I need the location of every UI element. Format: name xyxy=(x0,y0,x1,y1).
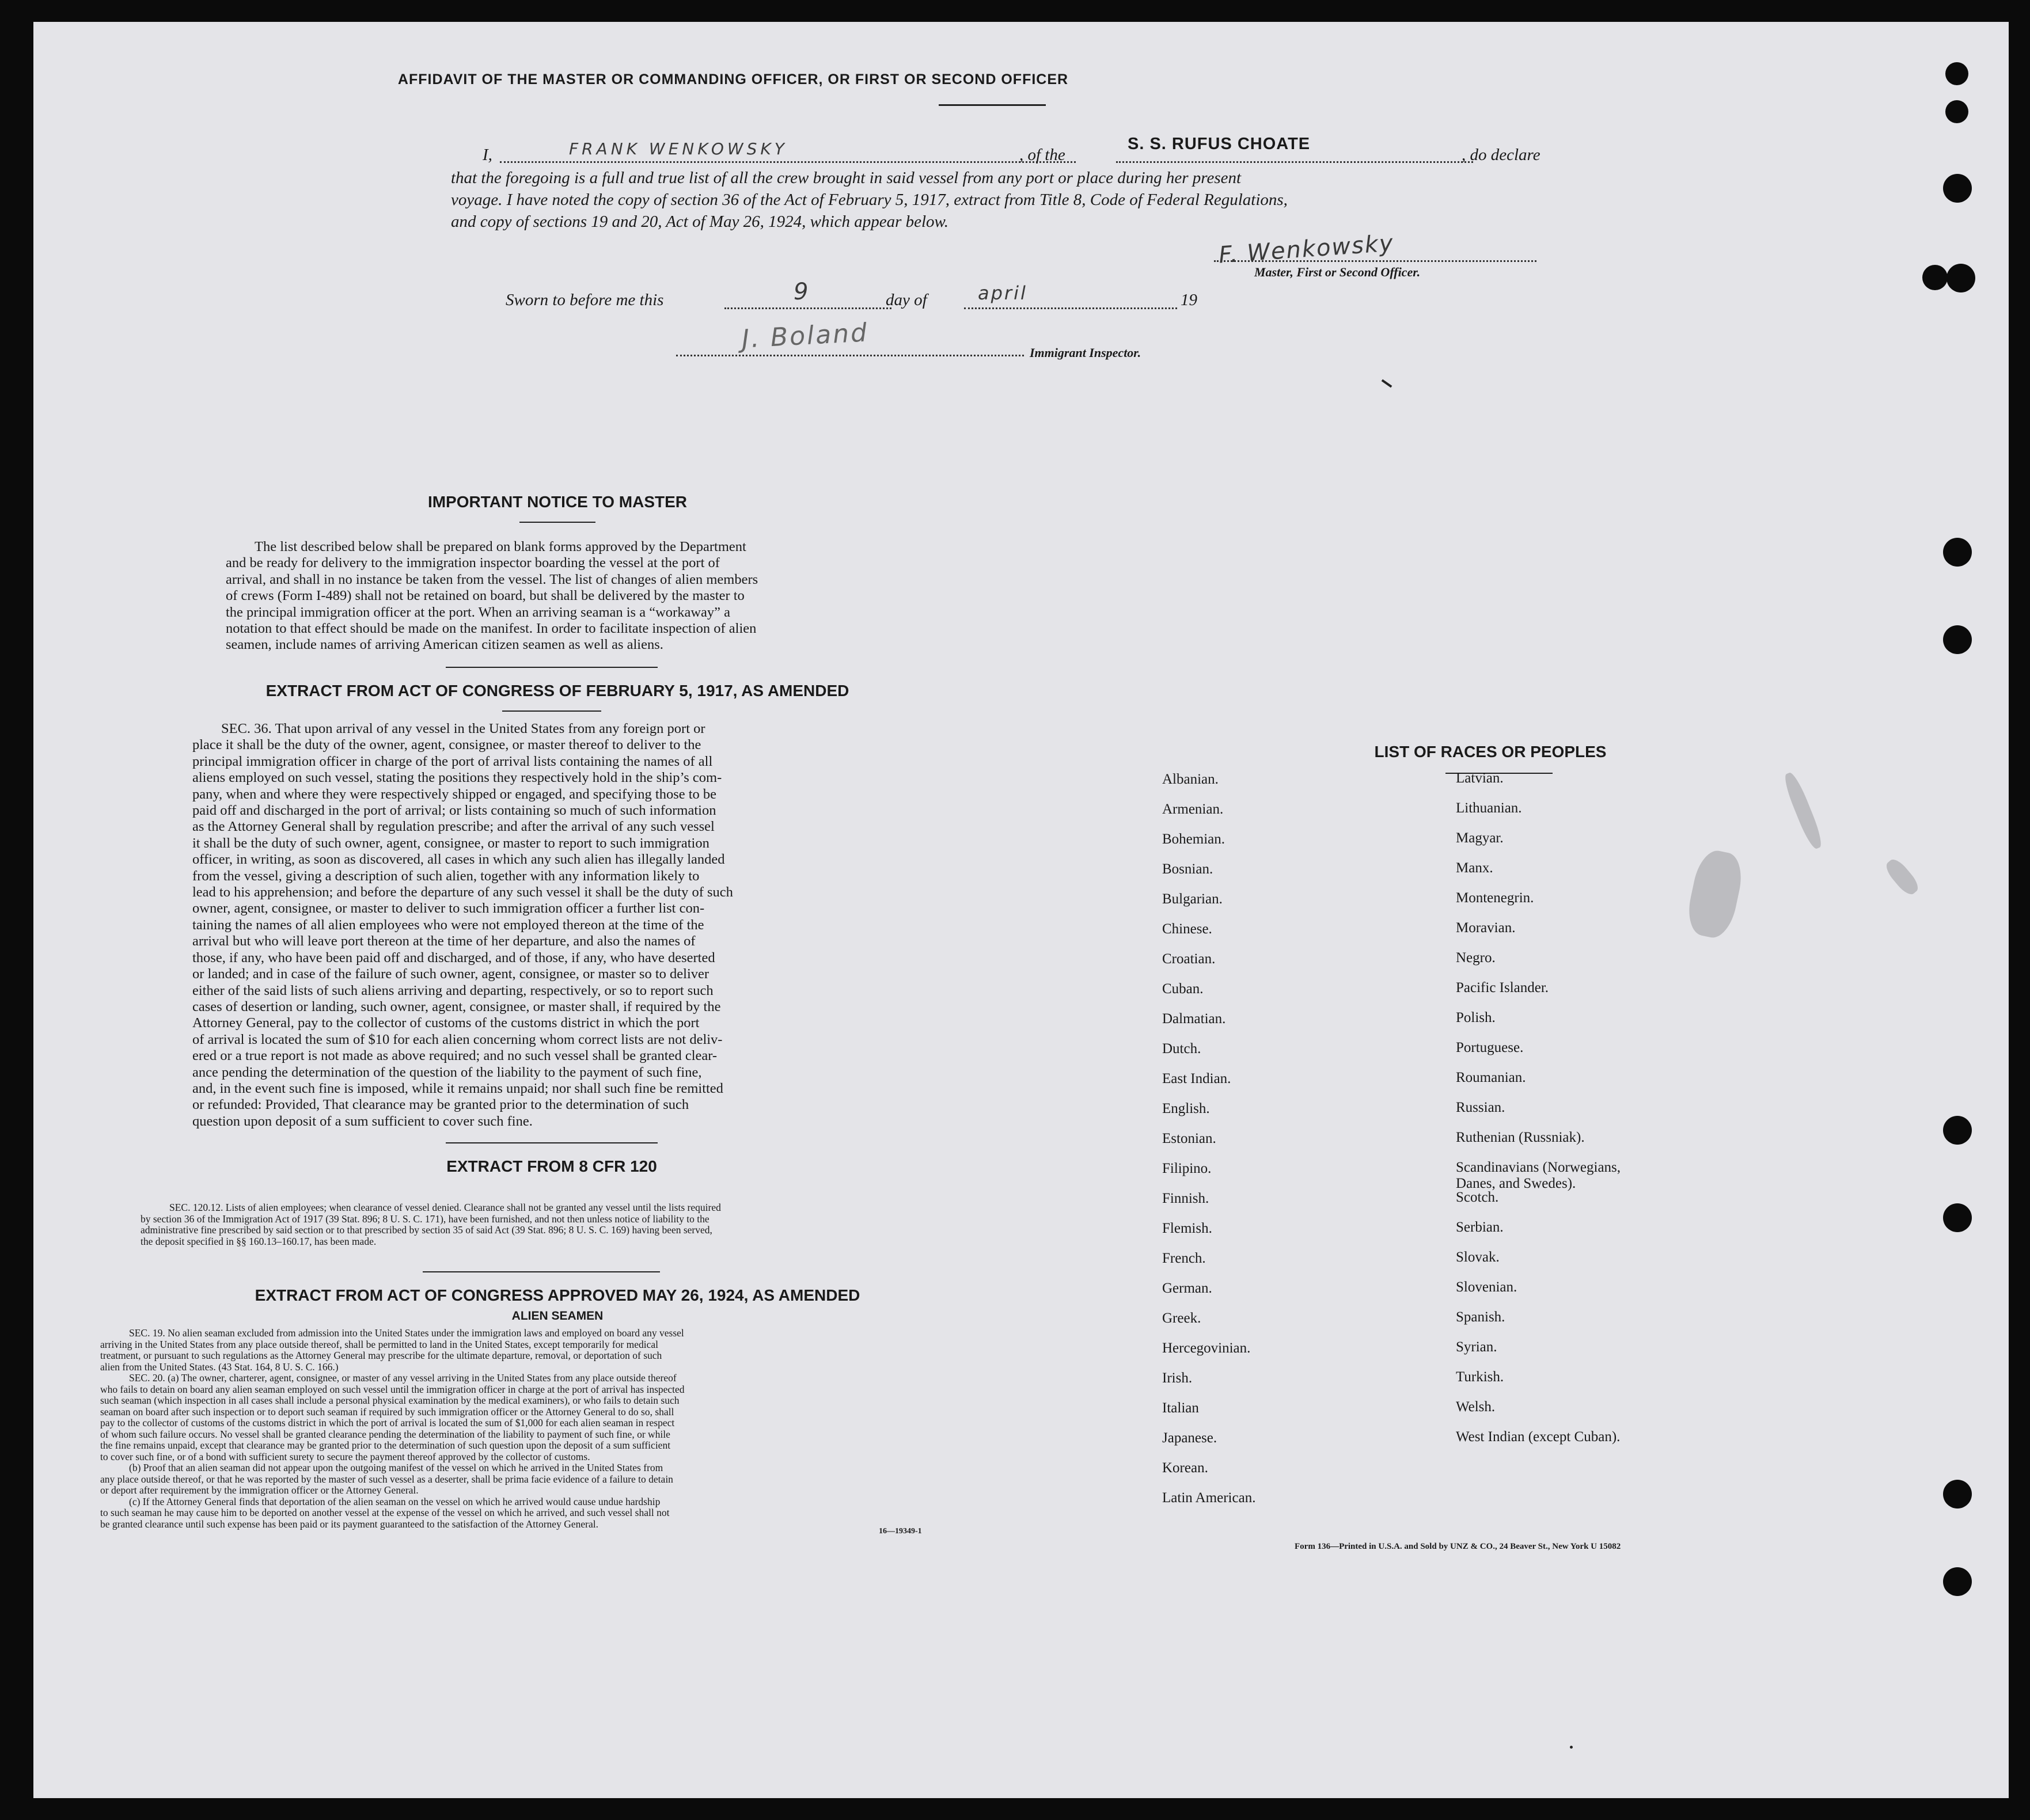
text-line: pany, when and where they were respectively shipped or engaged, and specifying those to be xyxy=(192,786,717,802)
punch-hole xyxy=(1946,264,1975,292)
race-item: Dutch. xyxy=(1162,1041,1201,1057)
text-line: the fine remains unpaid, except that clearance may be granted prior to the determination of such question upon the deposit of a sum sufficient xyxy=(100,1440,671,1451)
text-line: administrative fine prescribed by said section or to that prescribed by section 35 of said Act (39 Stat. 896; 8 U. S. C. 169) having been served, xyxy=(141,1225,712,1236)
race-item: Portuguese. xyxy=(1456,1040,1524,1055)
text-line: arrival but who will leave port thereon at the time of her departure, and also the names of xyxy=(192,933,696,949)
text-line: from the vessel, giving a description of such alien, together with any information likely to xyxy=(192,868,700,884)
race-item: Moravian. xyxy=(1456,920,1516,936)
race-item: Welsh. xyxy=(1456,1399,1496,1415)
text-line: SEC. 19. No alien seaman excluded from admission into the United States under the immigration laws and employed on board any vessel xyxy=(129,1328,684,1339)
declaration-suffix: , do declare xyxy=(1462,146,1540,164)
notice-text xyxy=(226,539,883,653)
punch-hole xyxy=(1945,62,1968,85)
text-line: or landed; and in case of the failure of such owner, agent, consignee, or master so to deliver xyxy=(192,966,709,982)
race-item: Latvian. xyxy=(1456,770,1504,786)
race-item: Bohemian. xyxy=(1162,831,1225,847)
text-line: owner, agent, consignee, or master to deliver to such immigration officer a further list con- xyxy=(192,900,705,917)
text-line: it shall be the duty of such owner, agent, consignee, or master to report to such immigration xyxy=(192,835,709,851)
race-item: Roumanian. xyxy=(1456,1070,1526,1085)
race-item: Slovenian. xyxy=(1456,1279,1517,1295)
race-item: Serbian. xyxy=(1456,1219,1504,1235)
sworn-prefix: Sworn to before me this xyxy=(506,291,664,309)
text-line: be granted clearance until such expense has been paid or its payment guaranteed to the satisfaction of the Attorney General. xyxy=(100,1518,598,1530)
race-item: Syrian. xyxy=(1456,1339,1497,1355)
race-item: West Indian (except Cuban). xyxy=(1456,1429,1621,1445)
race-item: German. xyxy=(1162,1281,1212,1296)
text-line: and be ready for delivery to the immigration inspector boarding the vessel at the port of xyxy=(226,555,720,571)
text-line: as the Attorney General shall by regulation prescribe; and after the arrival of any such vessel xyxy=(192,819,715,835)
text-line: either of the said lists of such aliens arriving and departing, respectively, or so to report such xyxy=(192,982,714,998)
text-line: question upon deposit of a sum sufficient to cover such fine. xyxy=(192,1113,533,1129)
text-line: or refunded: Provided, That clearance may be granted prior to the determination of such xyxy=(192,1097,689,1113)
races-heading: LIST OF RACES OR PEOPLES xyxy=(1374,743,1607,761)
text-line: place it shall be the duty of the owner, agent, consignee, or master thereof to deliver to the xyxy=(192,737,701,753)
text-line: of crews (Form I-489) shall not be retained on board, but shall be delivered by the master to xyxy=(226,588,745,604)
race-item: Bulgarian. xyxy=(1162,891,1223,907)
form-code: 16—19349-1 xyxy=(879,1527,922,1536)
race-item: Manx. xyxy=(1456,860,1493,876)
race-item: Finnish. xyxy=(1162,1191,1209,1206)
text-line: taining the names of all alien employees who were not employed thereon at the time of the xyxy=(192,917,704,933)
text-line: and, in the event such fine is imposed, while it remains unpaid; nor shall such fine be remitted xyxy=(192,1080,723,1096)
text-line: seamen, include names of arriving American citizen seamen as well as aliens. xyxy=(226,637,663,653)
inspector-signature: J. Boland xyxy=(741,318,870,354)
printer-footer: Form 136—Printed in U.S.A. and Sold by UNZ & CO., 24 Beaver St., New York U 15082 xyxy=(1295,1542,1621,1551)
sworn-year-handwritten: 19 xyxy=(1181,291,1197,309)
race-item: Latin American. xyxy=(1162,1490,1256,1506)
fill-line xyxy=(724,307,891,309)
race-item: Turkish. xyxy=(1456,1369,1504,1385)
race-item: English. xyxy=(1162,1101,1210,1116)
race-item: Magyar. xyxy=(1456,830,1504,846)
fill-line xyxy=(1116,161,1473,163)
text-line: arrival, and shall in no instance be taken from the vessel. The list of changes of alien members xyxy=(226,571,758,587)
stain-mark xyxy=(1683,847,1746,941)
sworn-month-handwritten: april xyxy=(978,282,1027,304)
notice-heading: IMPORTANT NOTICE TO MASTER xyxy=(427,493,688,511)
text-line: officer, in writing, as soon as discovered, all cases in which any such alien has illegally landed xyxy=(192,852,725,868)
divider xyxy=(502,710,601,712)
text-line: alien from the United States. (43 Stat. 164, 8 U. S. C. 166.) xyxy=(100,1361,339,1373)
extract-1917-heading: EXTRACT FROM ACT OF CONGRESS OF FEBRUARY 5, 1917, AS AMENDED xyxy=(265,682,849,700)
text-line: SEC. 120.12. Lists of alien employees; when clearance of vessel denied. Clearance shall not be granted any vessel until the lists required xyxy=(169,1202,721,1213)
race-item: Russian. xyxy=(1456,1100,1505,1115)
text-line: The list described below shall be prepared on blank forms approved by the Department xyxy=(255,539,746,554)
divider xyxy=(939,104,1046,106)
sworn-day-of: day of xyxy=(886,291,927,309)
extract-cfr-heading: EXTRACT FROM 8 CFR 120 xyxy=(446,1157,657,1175)
text-line: arriving in the United States from any place outside thereof, shall be permitted to land in the United States, except temporarily for medical xyxy=(100,1339,659,1350)
alien-seamen-subheading: ALIEN SEAMEN xyxy=(511,1309,604,1323)
speck xyxy=(1382,379,1392,388)
fill-line xyxy=(500,161,1076,163)
race-item: Korean. xyxy=(1162,1460,1208,1476)
text-line: lead to his apprehension; and before the departure of any such vessel it shall be the duty of such xyxy=(192,884,733,900)
race-item: Italian xyxy=(1162,1400,1199,1416)
text-line: ance pending the determination of the question of the liability to the payment of such fine, xyxy=(192,1064,702,1080)
race-item: Flemish. xyxy=(1162,1221,1212,1236)
stain-mark xyxy=(1781,770,1826,851)
text-line: the deposit specified in §§ 160.13–160.17, has been made. xyxy=(141,1236,377,1247)
text-line: to such seaman he may cause him to be deported on another vessel at the expense of the vessel on which he arrived, and such vessel shall not xyxy=(100,1507,670,1518)
text-line: (b) Proof that an alien seaman did not appear upon the outgoing manifest of the vessel on which he arrived in the United States from xyxy=(129,1462,663,1473)
declaration-line-2: that the foregoing is a full and true list of all the crew brought in said vessel from any port or place during her present xyxy=(451,169,1242,187)
master-signature: F. Wenkowsky xyxy=(1217,230,1395,269)
text-line: of arrival is located the sum of $10 for each alien concerning whom correct lists are not deliv- xyxy=(192,1031,723,1047)
race-item: Ruthenian (Russniak). xyxy=(1456,1130,1585,1145)
punch-hole xyxy=(1943,1480,1972,1509)
divider xyxy=(446,667,658,668)
race-item: French. xyxy=(1162,1251,1206,1266)
punch-hole xyxy=(1943,1203,1972,1232)
text-line: seaman on board after such inspection or to deport such seaman if required by such immigration officer or the Attorney General to do so, shall xyxy=(100,1406,674,1418)
race-item: Chinese. xyxy=(1162,921,1212,937)
divider xyxy=(446,1142,658,1143)
race-item: Dalmatian. xyxy=(1162,1011,1226,1027)
text-line: any place outside thereof, or that he was reported by the master of such vessel as a deserter, shall be prima facie evidence of a failure to detain xyxy=(100,1473,673,1485)
extract-1917-text xyxy=(192,721,883,1130)
punch-hole xyxy=(1943,625,1972,654)
extract-1924-text xyxy=(100,1328,971,1530)
race-item: Irish. xyxy=(1162,1370,1193,1386)
text-line: to cover such fine, or of a bond with sufficient surety to secure the payment thereof approved by the collector of customs. xyxy=(100,1451,590,1462)
speck xyxy=(1570,1746,1573,1749)
text-line: such seaman (which inspection in all cases shall include a personal physical examination by the medical examiners), or who fails to detain such xyxy=(100,1395,680,1406)
text-line: principal immigration officer in charge of the port of arrival lists containing the names of all xyxy=(192,753,713,769)
text-line: the principal immigration officer at the port. When an arriving seaman is a “workaway” a xyxy=(226,604,731,620)
declaration-prefix: I, xyxy=(483,146,492,164)
master-label: Master, First or Second Officer. xyxy=(1254,265,1421,279)
race-item: Scotch. xyxy=(1456,1190,1499,1205)
race-item: Greek. xyxy=(1162,1310,1201,1326)
text-line: paid off and discharged in the port of arrival; or lists containing so much of such information xyxy=(192,803,716,819)
sworn-day-handwritten: 9 xyxy=(794,279,812,305)
text-line: (c) If the Attorney General finds that deportation of the alien seaman on the vessel on which he arrived would cause undue hardship xyxy=(129,1496,661,1507)
race-item: East Indian. xyxy=(1162,1071,1231,1086)
text-line: Attorney General, pay to the collector of customs of the customs district in which the port xyxy=(192,1015,700,1031)
signature-line xyxy=(676,355,1024,356)
punch-hole xyxy=(1943,1116,1972,1145)
text-line: ered or a true report is not made as above required; and no such vessel shall be granted clear- xyxy=(192,1048,718,1064)
race-item: Hercegovinian. xyxy=(1162,1340,1251,1356)
declaration-line-4: and copy of sections 19 and 20, Act of May 26, 1924, which appear below. xyxy=(451,212,948,231)
text-line: notation to that effect should be made on the manifest. In order to facilitate inspection of alien xyxy=(226,621,757,637)
race-item: Slovak. xyxy=(1456,1249,1500,1265)
affidavit-title: AFFIDAVIT OF THE MASTER OR COMMANDING OFFICER, OR FIRST OR SECOND OFFICER xyxy=(397,71,1069,88)
race-item: Armenian. xyxy=(1162,801,1224,817)
stain-mark xyxy=(1883,856,1922,898)
race-item: Danes, and Swedes). xyxy=(1456,1176,1576,1191)
document-page xyxy=(33,22,2009,1798)
race-item: Montenegrin. xyxy=(1456,890,1534,906)
extract-1924-heading: EXTRACT FROM ACT OF CONGRESS APPROVED MAY 26, 1924, AS AMENDED xyxy=(255,1286,860,1304)
punch-hole xyxy=(1922,265,1948,290)
race-item: Negro. xyxy=(1456,950,1496,966)
text-line: who fails to detain on board any alien seaman employed on such vessel until the immigration officer in charge at the port of arrival has inspected xyxy=(100,1384,685,1395)
text-line: those, if any, who have been paid off and discharged, and of those, if any, who have deserted xyxy=(192,949,715,966)
text-line: cases of desertion or landing, such owner, agent, consignee, or master shall, if required by the xyxy=(192,998,721,1015)
race-item: Bosnian. xyxy=(1162,861,1213,877)
text-line: SEC. 36. That upon arrival of any vessel in the United States from any foreign port or xyxy=(221,721,705,736)
race-item: Lithuanian. xyxy=(1456,800,1522,816)
punch-hole xyxy=(1943,538,1972,567)
declaration-line-3: voyage. I have noted the copy of section 36 of the Act of February 5, 1917, extract from Title 8, Code of Federal Regulations, xyxy=(451,191,1288,209)
race-item: Pacific Islander. xyxy=(1456,980,1549,996)
vessel-name: S. S. RUFUS CHOATE xyxy=(1128,135,1311,153)
text-line: of whom such failure occurs. No vessel shall be granted clearance pending the determination of the liability to payment of such fine, or while xyxy=(100,1428,670,1440)
race-item: Estonian. xyxy=(1162,1131,1216,1146)
text-line: aliens employed on such vessel, stating the positions they respectively hold in the ship’s com- xyxy=(192,770,722,786)
text-line: pay to the collector of customs of the customs district in which the port of arrival is located the sum of $1,000 for each alien seaman in respect xyxy=(100,1418,675,1428)
race-item: Spanish. xyxy=(1456,1309,1505,1325)
punch-hole xyxy=(1943,1567,1972,1596)
fill-line xyxy=(964,307,1177,309)
extract-cfr-text xyxy=(141,1202,970,1247)
race-item: Croatian. xyxy=(1162,951,1216,967)
declaration-of-the: , of the xyxy=(1019,146,1065,164)
text-line: treatment, or pursuant to such regulations as the Attorney General may prescribe for the ultimate departure, removal, or deportation of such xyxy=(100,1350,662,1361)
race-item: Albanian. xyxy=(1162,772,1219,787)
text-line: by section 36 of the Immigration Act of 1917 (39 Stat. 896; 8 U. S. C. 171), have been furnished, and not then unless notice of liability to the xyxy=(141,1213,709,1225)
text-line: or deport after requirement by the immigration officer or the Attorney General. xyxy=(100,1485,419,1496)
race-item: Scandinavians (Norwegians, xyxy=(1456,1160,1621,1175)
race-item: Filipino. xyxy=(1162,1161,1212,1176)
text-line: SEC. 20. (a) The owner, charterer, agent, consignee, or master of any vessel arriving in the United States from any place outside thereof xyxy=(129,1373,677,1384)
punch-hole xyxy=(1945,100,1968,123)
inspector-label: Immigrant Inspector. xyxy=(1030,345,1141,360)
race-item: Cuban. xyxy=(1162,981,1204,997)
race-item: Japanese. xyxy=(1162,1430,1217,1446)
divider xyxy=(519,522,595,523)
master-name-handwritten: FRANK WENKOWSKY xyxy=(569,139,788,158)
race-item: Polish. xyxy=(1456,1010,1496,1025)
divider xyxy=(423,1271,660,1272)
punch-hole xyxy=(1943,174,1972,203)
